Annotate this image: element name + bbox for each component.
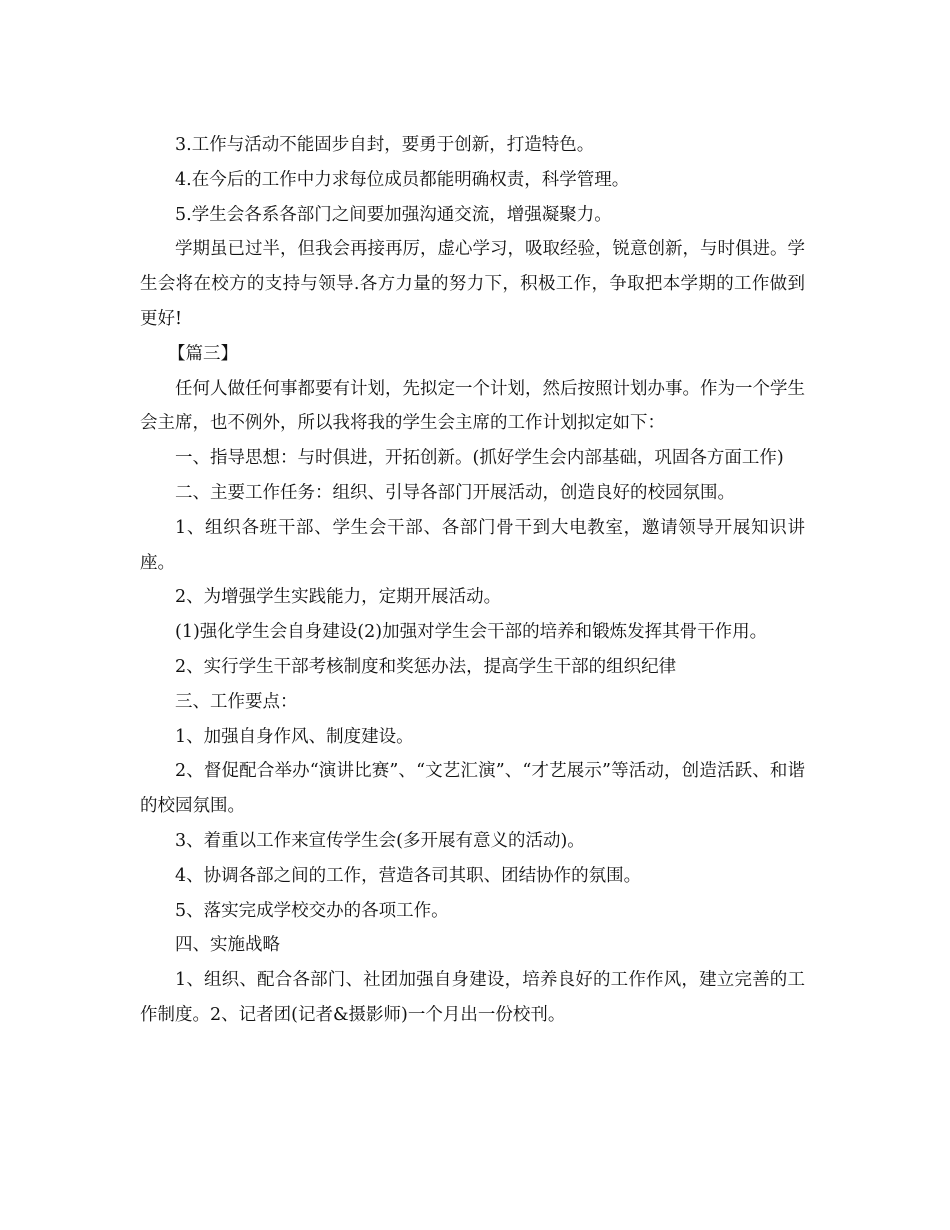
paragraph-task-2: 2、为增强学生实践能力，定期开展活动。 bbox=[175, 587, 502, 608]
paragraph-point-4: 4.在今后的工作中力求每位成员都能明确权责，科学管理。 bbox=[175, 169, 630, 190]
section-heading-part-three: 【篇三】 bbox=[168, 343, 238, 364]
paragraph-key-point-4: 4、协调各部之间的工作，营造各司其职、团结协作的氛围。 bbox=[175, 865, 642, 886]
paragraph-task-2-sub: (1)强化学生会自身建设(2)加强对学生会干部的培养和锻炼发挥其骨干作用。 bbox=[175, 622, 768, 643]
paragraph-guiding-idea: 一、指导思想：与时俱进，开拓创新。(抓好学生会内部基础，巩固各方面工作) bbox=[175, 448, 784, 469]
document-body bbox=[140, 128, 805, 1033]
paragraph-key-point-1: 1、加强自身作风、制度建设。 bbox=[175, 726, 414, 747]
paragraph-task-1: 1、组织各班干部、学生会干部、各部门骨干到大电教室，邀请领导开展知识讲座。 bbox=[140, 517, 805, 573]
paragraph-task-2-evaluation: 2、实行学生干部考核制度和奖惩办法，提高学生干部的组织纪律 bbox=[175, 656, 677, 677]
paragraph-key-point-5: 5、落实完成学校交办的各项工作。 bbox=[175, 900, 449, 921]
paragraph-main-tasks: 二、主要工作任务：组织、引导各部门开展活动，创造良好的校园氛围。 bbox=[175, 482, 735, 503]
paragraph-key-point-3: 3、着重以工作来宣传学生会(多开展有意义的活动)。 bbox=[175, 830, 585, 851]
paragraph-strategy-1: 1、组织、配合各部门、社团加强自身建设，培养良好的工作作风，建立完善的工作制度。2、记者团(记者&摄影师)一个月出一份校刊。 bbox=[140, 970, 805, 1025]
paragraph-key-point-2: 2、督促配合举办“演讲比赛”、“文艺汇演”、“才艺展示”等活动，创造活跃、和谐的校园氛围。 bbox=[140, 761, 805, 817]
paragraph-point-3: 3.工作与活动不能固步自封，要勇于创新，打造特色。 bbox=[175, 135, 595, 155]
paragraph-key-points-heading: 三、工作要点： bbox=[175, 691, 298, 712]
paragraph-point-5: 5.学生会各系各部门之间要加强沟通交流，增强凝聚力。 bbox=[175, 204, 612, 225]
paragraph-semester-summary: 学期虽已过半，但我会再接再厉，虚心学习，吸取经验，锐意创新，与时俱进。学生会将在校方的支持与领导.各方力量的努力下，积极工作，争取把本学期的工作做到更好! bbox=[140, 239, 805, 329]
paragraph-strategy-heading: 四、实施战略 bbox=[175, 935, 280, 956]
paragraph-intro: 任何人做任何事都要有计划，先拟定一个计划，然后按照计划办事。作为一个学生会主席，也不例外，所以我将我的学生会主席的工作计划拟定如下： bbox=[140, 378, 805, 434]
